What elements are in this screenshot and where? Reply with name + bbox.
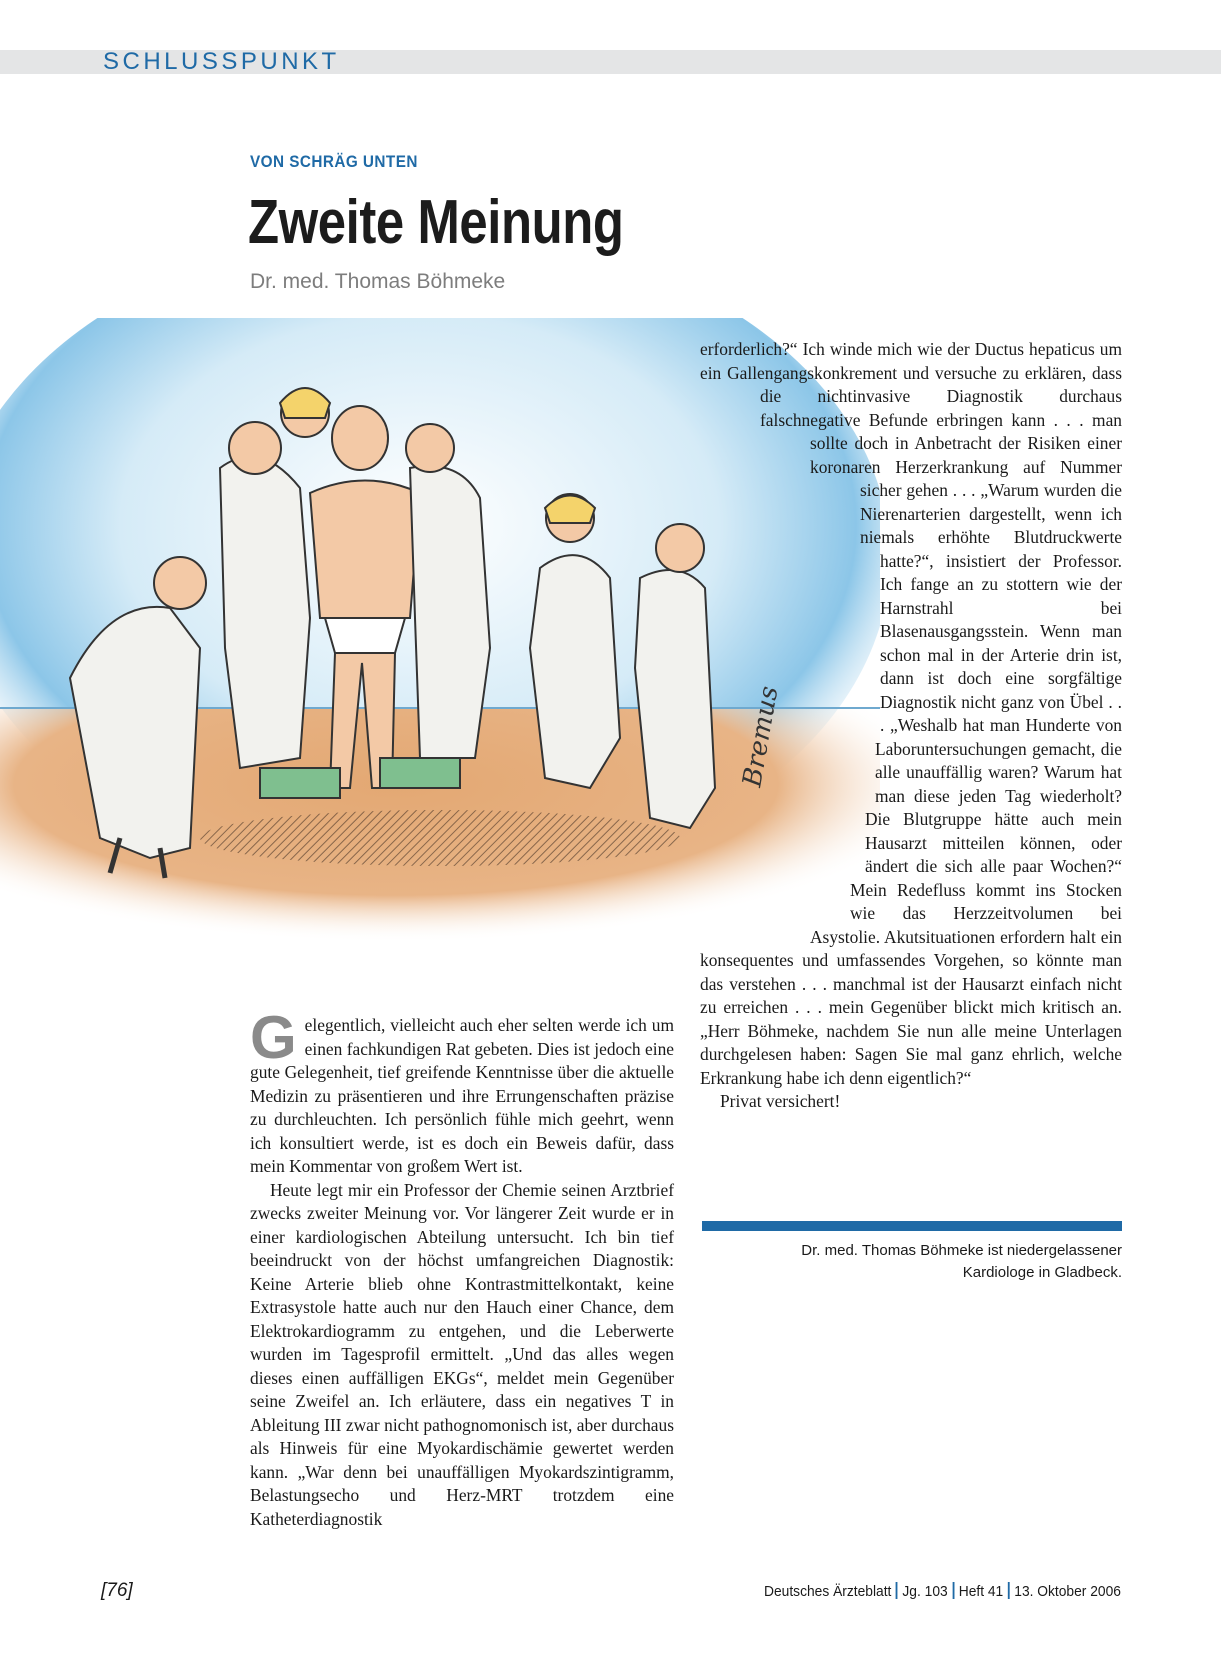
journal-name: Deutsches Ärzteblatt [764,1583,892,1600]
paragraph-3: erforderlich?“ Ich winde mich wie der Ductus hepaticus um ein Gallengangskonkrement und versuche zu erklären, dass die nichtinvasive Diagnostik durchaus falschnegative Befunde erbringen kann . . . man sollte doch in Anbetracht der Risiken einer koronaren Herzerkrankung auf Nummer sicher gehen . . . „Warum wurden die Nierenarterien dargestellt, wenn ich niemals erhöhte Blutdruckwerte hatte?“, insistiert der Professor. Ich fange an zu stottern wie der Harnstrahl bei Blasenausgangsstein. Wenn man schon mal in der Arterie drin ist, dann ist doch eine sorgfältige Diagnostik nicht ganz von Übel . . . „Weshalb hat man Hunderte von Laboruntersuchungen gemacht, die alle unauffällig waren? Warum hat man diese jeden Tag wiederholt? Die Blutgruppe hätte auch mein Hausarzt mitteilen können, oder ändert die sich alle paar Wochen?“ Mein Redefluss kommt ins Stocken wie das Herzzeitvolumen bei Asystolie. Akutsituationen erfordern halt ein konsequentes und umfassendes Vorgehen, so könnte man das verstehen . . . manchmal ist der Hausarzt einfach nicht zu erreichen . . . mein Gegenüber blickt mich kritisch an. „Herr Böhmeke, nachdem Sie nun alle meine Unterlagen durchgelesen haben: Sagen Sie mal ganz ehrlich, welche Erkrankung habe ich denn eigentlich?“ [700,339,1122,1088]
footnote-line-2: Kardiologe in Gladbeck. [962,1264,1122,1281]
article-column-right [700,338,1122,1114]
article-kicker: VON SCHRÄG UNTEN [250,152,418,171]
paragraph-1 [250,1004,674,1179]
footer-separator [896,1582,898,1599]
section-label: SCHLUSSPUNKT [103,48,340,75]
paragraph-2: Heute legt mir ein Professor der Chemie seinen Arztbrief zwecks zweiter Meinung vor. Vor längerer Zeit wurde er in einer kardiologischen Abteilung untersucht. Ich bin tief beeindruckt von der höchst umfangreichen Diagnostik: Keine Arterie blieb ohne Kontrastmittelkontakt, keine Extrasystole hatte auch nur den Hauch einer Chance, dem Elektrokardiogramm zu entgehen, und die Leberwerte wurden im Tagesprofil ermittelt. „Und das alles wegen dieses einen auffälligen EKGs“, meldet mein Gegenüber seine Zweifel an. Ich erläutere, dass ein negatives T in Ableitung III zwar nicht pathognomonisch ist, aber durchaus als Hinweis für eine Myokardischämie gewertet werden kann. „War denn bei unauffälligen Myokardszintigramm, Belastungsecho und Herz-MRT trotzdem eine Katheterdiagnostik [250,1179,674,1529]
footnote-line-1: Dr. med. Thomas Böhmeke ist niedergelassener [801,1242,1122,1259]
article-author: Dr. med. Thomas Böhmeke [250,270,506,293]
journal-issue: Heft 41 [958,1583,1004,1600]
journal-date: 13. Oktober 2006 [1014,1583,1121,1600]
paragraph-4: Privat versichert! [720,1091,841,1111]
journal-volume: Jg. 103 [902,1583,948,1600]
article-title: Zweite Meinung [248,188,624,257]
paragraph-1-text: elegentlich, vielleicht auch eher selten werde ich um einen fachkundigen Rat gebeten. Dies ist jedoch eine gute Gelegenheit, tief greifende Kenntnisse über die aktuelle Medizin zu präsentieren und ihre Errungenschaften präzise zu durchleuchten. Ich persönlich fühle mich geehrt, wenn ich konsultiert werde, ist es doch ein Beweis dafür, dass mein Kommentar von großem Wert ist. [250,1015,674,1176]
drop-cap: G [250,1004,297,1071]
article-column-left [250,1004,674,1531]
footer-separator [952,1582,954,1599]
page-number: [76] [101,1580,133,1601]
illustration-signature: Bremus [737,683,785,790]
author-footnote [702,1240,1122,1284]
footer-separator [1008,1582,1010,1599]
footnote-rule [702,1221,1122,1231]
journal-footer [764,1582,1121,1600]
